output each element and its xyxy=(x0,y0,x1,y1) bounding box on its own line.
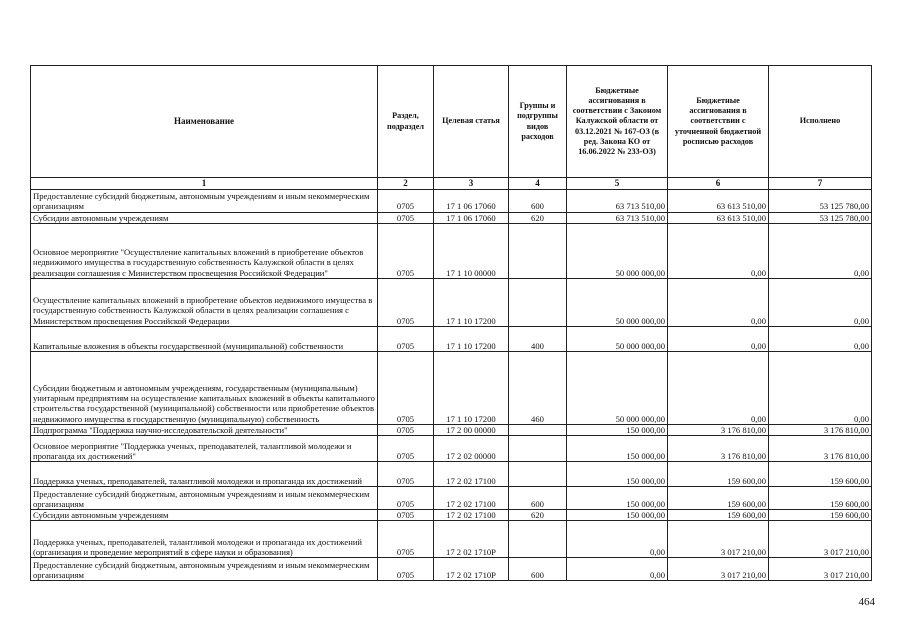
header-target: Целевая статья xyxy=(434,66,509,178)
budget-table xyxy=(30,65,872,581)
row-target: 17 2 02 17100 xyxy=(434,486,509,509)
row-law-amount: 150 000,00 xyxy=(567,509,668,520)
row-group: 600 xyxy=(509,558,567,581)
row-section: 0705 xyxy=(378,189,434,212)
row-law-amount: 150 000,00 xyxy=(567,461,668,486)
column-number: 7 xyxy=(769,178,872,190)
row-refined-amount: 3 017 210,00 xyxy=(668,521,769,558)
row-law-amount: 150 000,00 xyxy=(567,486,668,509)
column-number: 3 xyxy=(434,178,509,190)
row-name: Предоставление субсидий бюджетным, автономным учреждениям и иным некоммерческим организациям xyxy=(31,558,378,581)
column-number: 1 xyxy=(31,178,378,190)
table-row xyxy=(31,223,872,278)
row-group: 620 xyxy=(509,212,567,223)
row-law-amount: 50 000 000,00 xyxy=(567,278,668,326)
header-executed: Исполнено xyxy=(769,66,872,178)
row-target: 17 1 06 17060 xyxy=(434,189,509,212)
row-name: Осуществление капитальных вложений в приобретение объектов недвижимого имущества в государственную собственность Калужской области в целях реализации соглашения с Министерством просвещения Российской Федерации xyxy=(31,278,378,326)
row-refined-amount: 0,00 xyxy=(668,326,769,351)
row-executed-amount: 53 125 780,00 xyxy=(769,212,872,223)
row-name: Субсидии бюджетным и автономным учреждениям, государственным (муниципальным) унитарным предприятиям на осуществление капитальных вложений в объекты капитального строительства государственной (муниципальной) собственности или приобретение объектов недвижимого имущества в государственную (муниципальную) собственность xyxy=(31,351,378,424)
row-target: 17 2 02 00000 xyxy=(434,435,509,461)
row-executed-amount: 53 125 780,00 xyxy=(769,189,872,212)
table-row xyxy=(31,326,872,351)
row-target: 17 1 10 00000 xyxy=(434,223,509,278)
row-target: 17 1 10 17200 xyxy=(434,351,509,424)
row-group: 460 xyxy=(509,351,567,424)
row-law-amount: 150 000,00 xyxy=(567,424,668,435)
table-row xyxy=(31,435,872,461)
table-row xyxy=(31,558,872,581)
column-number: 2 xyxy=(378,178,434,190)
row-refined-amount: 0,00 xyxy=(668,278,769,326)
row-group xyxy=(509,435,567,461)
row-refined-amount: 63 613 510,00 xyxy=(668,189,769,212)
table-row xyxy=(31,212,872,223)
row-executed-amount: 3 017 210,00 xyxy=(769,558,872,581)
row-law-amount: 50 000 000,00 xyxy=(567,326,668,351)
row-refined-amount: 0,00 xyxy=(668,223,769,278)
header-row xyxy=(31,66,872,178)
row-executed-amount: 0,00 xyxy=(769,351,872,424)
row-group: 600 xyxy=(509,189,567,212)
row-section: 0705 xyxy=(378,461,434,486)
header-name: Наименование xyxy=(31,66,378,178)
column-number-row xyxy=(31,178,872,190)
row-executed-amount: 0,00 xyxy=(769,278,872,326)
row-section: 0705 xyxy=(378,326,434,351)
row-refined-amount: 0,00 xyxy=(668,351,769,424)
table-row xyxy=(31,351,872,424)
row-refined-amount: 63 613 510,00 xyxy=(668,212,769,223)
row-target: 17 1 10 17200 xyxy=(434,326,509,351)
column-number: 6 xyxy=(668,178,769,190)
row-target: 17 2 02 1710Р xyxy=(434,558,509,581)
row-executed-amount: 3 176 810,00 xyxy=(769,424,872,435)
row-name: Капитальные вложения в объекты государственной (муниципальной) собственности xyxy=(31,326,378,351)
row-name: Предоставление субсидий бюджетным, автономным учреждениям и иным некоммерческим организациям xyxy=(31,486,378,509)
row-target: 17 2 02 17100 xyxy=(434,509,509,520)
row-group: 400 xyxy=(509,326,567,351)
header-groups: Группы и подгруппы видов расходов xyxy=(509,66,567,178)
row-name: Подпрограмма "Поддержка научно-исследовательской деятельности" xyxy=(31,424,378,435)
table-row xyxy=(31,189,872,212)
row-executed-amount: 3 176 810,00 xyxy=(769,435,872,461)
row-executed-amount: 0,00 xyxy=(769,326,872,351)
row-group xyxy=(509,278,567,326)
row-refined-amount: 3 017 210,00 xyxy=(668,558,769,581)
row-name: Основное мероприятие "Поддержка ученых, преподавателей, талантливой молодежи и пропаганда их достижений" xyxy=(31,435,378,461)
row-section: 0705 xyxy=(378,424,434,435)
row-refined-amount: 3 176 810,00 xyxy=(668,435,769,461)
row-executed-amount: 3 017 210,00 xyxy=(769,521,872,558)
row-group xyxy=(509,424,567,435)
header-refined: Бюджетные ассигнования в соответствии с уточненной бюджетной росписью расходов xyxy=(668,66,769,178)
column-number: 4 xyxy=(509,178,567,190)
table-row xyxy=(31,461,872,486)
row-refined-amount: 159 600,00 xyxy=(668,509,769,520)
row-section: 0705 xyxy=(378,212,434,223)
row-law-amount: 63 713 510,00 xyxy=(567,189,668,212)
row-refined-amount: 159 600,00 xyxy=(668,486,769,509)
page-number: 464 xyxy=(858,596,875,608)
row-group: 600 xyxy=(509,486,567,509)
table-row xyxy=(31,278,872,326)
row-section: 0705 xyxy=(378,486,434,509)
row-group xyxy=(509,461,567,486)
row-law-amount: 150 000,00 xyxy=(567,435,668,461)
table-row xyxy=(31,509,872,520)
row-executed-amount: 159 600,00 xyxy=(769,509,872,520)
row-name: Поддержка ученых, преподавателей, талантливой молодежи и пропаганда их достижений xyxy=(31,461,378,486)
row-group xyxy=(509,223,567,278)
row-executed-amount: 159 600,00 xyxy=(769,461,872,486)
row-target: 17 1 10 17200 xyxy=(434,278,509,326)
row-law-amount: 0,00 xyxy=(567,521,668,558)
header-section: Раздел, подраздел xyxy=(378,66,434,178)
row-section: 0705 xyxy=(378,351,434,424)
budget-sheet xyxy=(30,65,871,581)
row-law-amount: 63 713 510,00 xyxy=(567,212,668,223)
row-refined-amount: 159 600,00 xyxy=(668,461,769,486)
row-name: Субсидии автономным учреждениям xyxy=(31,212,378,223)
row-target: 17 2 02 17100 xyxy=(434,461,509,486)
table-row xyxy=(31,486,872,509)
row-section: 0705 xyxy=(378,435,434,461)
row-group xyxy=(509,521,567,558)
row-section: 0705 xyxy=(378,558,434,581)
table-row xyxy=(31,424,872,435)
row-group: 620 xyxy=(509,509,567,520)
row-refined-amount: 3 176 810,00 xyxy=(668,424,769,435)
row-section: 0705 xyxy=(378,521,434,558)
column-number: 5 xyxy=(567,178,668,190)
row-law-amount: 50 000 000,00 xyxy=(567,351,668,424)
row-executed-amount: 159 600,00 xyxy=(769,486,872,509)
row-target: 17 1 06 17060 xyxy=(434,212,509,223)
row-law-amount: 0,00 xyxy=(567,558,668,581)
row-name: Основное мероприятие "Осуществление капитальных вложений в приобретение объектов недвижимого имущества в государственную собственность Калужской области в целях реализации соглашения с Министерством просвещения Российской Федерации" xyxy=(31,223,378,278)
table-row xyxy=(31,521,872,558)
row-section: 0705 xyxy=(378,278,434,326)
row-executed-amount: 0,00 xyxy=(769,223,872,278)
row-section: 0705 xyxy=(378,223,434,278)
row-name: Поддержка ученых, преподавателей, талантливой молодежи и пропаганда их достижений (организация и проведение мероприятий в сфере науки и образования) xyxy=(31,521,378,558)
row-law-amount: 50 000 000,00 xyxy=(567,223,668,278)
row-section: 0705 xyxy=(378,509,434,520)
row-target: 17 2 00 00000 xyxy=(434,424,509,435)
row-name: Субсидии автономным учреждениям xyxy=(31,509,378,520)
row-target: 17 2 02 1710Р xyxy=(434,521,509,558)
row-name: Предоставление субсидий бюджетным, автономным учреждениям и иным некоммерческим организациям xyxy=(31,189,378,212)
header-law: Бюджетные ассигнования в соответствии с Законом Калужской области от 03.12.2021 № 167-ОЗ (в ред. Закона КО от 16.06.2022 № 233-ОЗ) xyxy=(567,66,668,178)
